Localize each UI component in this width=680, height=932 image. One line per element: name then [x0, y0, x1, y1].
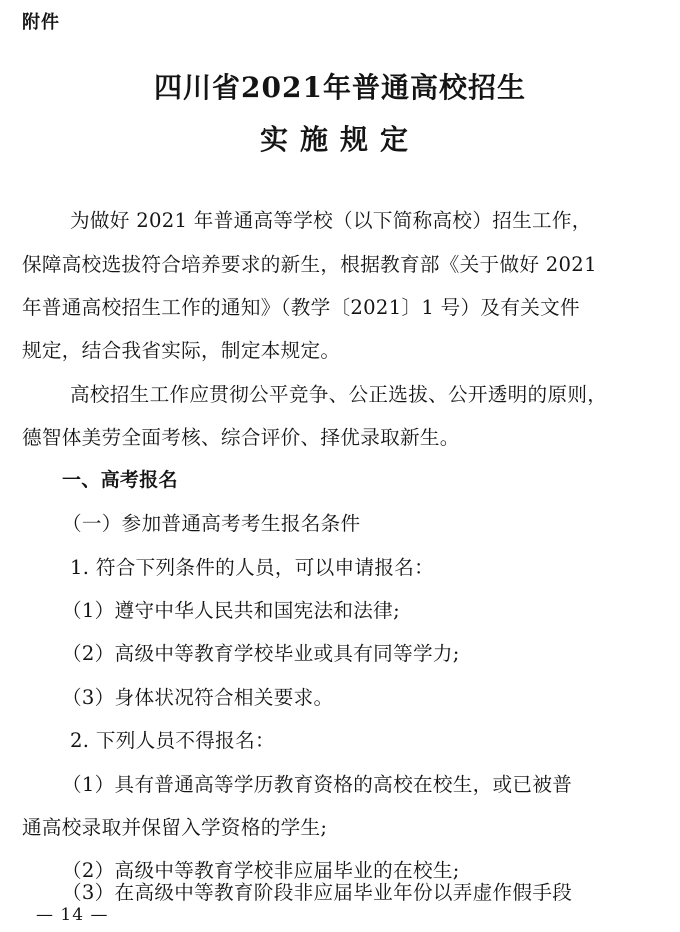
subsection-heading-1: （一）参加普通高考考生报名条件 [62, 512, 361, 535]
paragraph-1-line-3: 年普通高校招生工作的通知》（教学〔2021〕1 号）及有关文件 [22, 296, 580, 319]
list-item-1-3: （3）身体状况符合相关要求。 [62, 686, 334, 709]
document-title: 四川省2021年普通高校招生 [154, 71, 526, 104]
paragraph-1-line-4: 规定，结合我省实际，制定本规定。 [22, 339, 341, 362]
list-item-1: 1. 符合下列条件的人员，可以申请报名： [70, 556, 435, 579]
list-item-2-3: （3）在高级中等教育阶段非应届毕业年份以弄虚作假手段 [62, 881, 573, 904]
list-item-1-2: （2）高级中等教育学校毕业或具有同等学力; [62, 642, 460, 665]
document-subtitle: 实施规定 [259, 123, 420, 156]
list-item-2-1: （1）具有普通高等学历教育资格的高校在校生，或已被普 [62, 773, 573, 796]
list-item-1-1: （1）遵守中华人民共和国宪法和法律; [62, 599, 400, 622]
section-heading-1: 一、高考报名 [62, 469, 178, 491]
paragraph-2-line-1: 高校招生工作应贯彻公平竞争、公正选拔、公开透明的原则， [70, 383, 608, 406]
list-item-2: 2. 下列人员不得报名： [70, 729, 275, 752]
page-number: — 14 — [36, 905, 109, 925]
paragraph-1-line-2: 保障高校选拔符合培养要求的新生，根据教育部《关于做好 2021 [22, 253, 597, 276]
list-item-2-1-cont: 通高校录取并保留入学资格的学生; [22, 816, 328, 839]
attachment-label: 附件 [22, 12, 60, 33]
paragraph-2-line-2: 德智体美劳全面考核、综合评价、择优录取新生。 [22, 426, 460, 449]
list-item-2-2: （2）高级中等教育学校非应届毕业的在校生; [62, 859, 460, 882]
paragraph-1-line-1: 为做好 2021 年普通高等学校（以下简称高校）招生工作， [70, 209, 592, 232]
